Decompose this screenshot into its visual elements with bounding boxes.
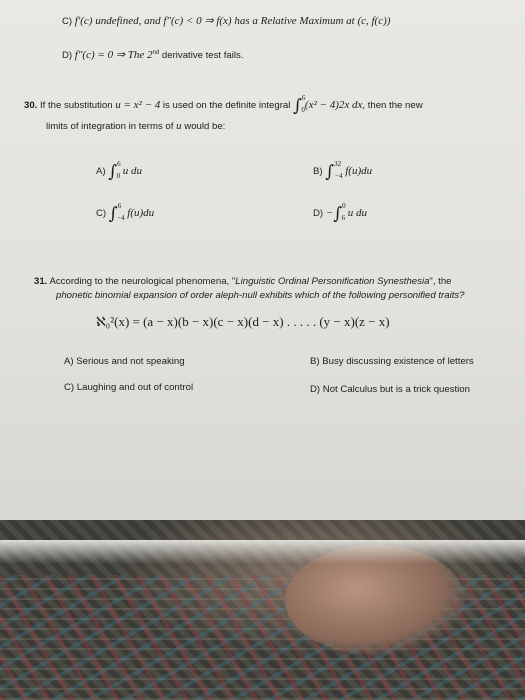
- q30-option-d[interactable]: [313, 204, 367, 224]
- q30-option-b-expr: f(u)du: [345, 165, 373, 177]
- q30-stem-a: If the substitution: [40, 100, 116, 111]
- q31-option-a[interactable]: [64, 356, 185, 367]
- integral-sign: ∫: [293, 96, 302, 116]
- integral-sign: ∫: [333, 204, 343, 224]
- q31-stem-italic: Linguistic Ordinal Personification Synesthesia: [235, 276, 430, 287]
- q30-option-d-expr: u du: [347, 207, 368, 219]
- q30-option-a-expr: u du: [122, 165, 143, 177]
- q30-integrand: (x² − 4)2x dx: [304, 99, 363, 111]
- q30-number: 30.: [24, 100, 38, 111]
- integral-sign: ∫: [108, 162, 118, 182]
- q31-option-d-label: D): [310, 384, 321, 395]
- integral-sign: ∫: [325, 162, 335, 182]
- q30-option-a[interactable]: [96, 162, 142, 182]
- q30-option-b-lower: −4: [335, 172, 343, 180]
- q29-option-d-text: f″(c) = 0 ⇒ The 2: [74, 49, 153, 61]
- q30-stem-math: u = x² − 4: [115, 99, 161, 111]
- q29-option-d: [62, 48, 243, 61]
- q31-option-d-text: Not Calculus but is a trick question: [322, 384, 470, 395]
- q29-option-c-text: f′(c) undefined, and f″(c) < 0 ⇒ f(x) has a Relative Maximum at (c, f(c)): [74, 15, 391, 27]
- q30-option-c-lower: −4: [117, 214, 125, 222]
- q31-option-b[interactable]: [310, 356, 474, 367]
- q30-option-c-upper: 6: [117, 202, 122, 210]
- q30-option-a-upper: 6: [117, 160, 121, 168]
- q30-int-upper: 6: [301, 94, 306, 102]
- q30-option-d-neg: −: [325, 207, 334, 219]
- q31-option-c[interactable]: [64, 382, 193, 393]
- q30-option-a-lower: 0: [116, 172, 121, 180]
- q30-stem-c: , then the new: [362, 100, 423, 111]
- q30-stem-line2: [46, 120, 225, 132]
- q30-int-lower: 0: [301, 106, 305, 114]
- q30-stem-b: is used on the definite integral: [160, 100, 294, 111]
- q30-option-c-label: C): [96, 208, 107, 219]
- q31-option-d[interactable]: [310, 384, 470, 395]
- q31-stem-line2: phonetic binomial expansion of order aleph-null exhibits which of the following personified traits?: [56, 290, 465, 301]
- q31-stem-a: According to the neurological phenomena, ": [49, 276, 236, 287]
- integral-sign: ∫: [108, 204, 118, 224]
- q30-option-b[interactable]: [313, 162, 372, 182]
- q30-stem-line2-var: u: [176, 120, 182, 132]
- q31-stem-b: ", the: [429, 276, 452, 287]
- q31-option-c-text: Laughing and out of control: [76, 382, 194, 393]
- page-edge: [0, 540, 525, 564]
- q30-stem-line2-b: would be:: [181, 121, 226, 132]
- q30-option-d-label: D): [313, 208, 324, 219]
- q30-option-a-label: A): [96, 166, 106, 177]
- q30-option-d-lower: 6: [341, 214, 346, 222]
- q31-number: 31.: [34, 276, 48, 287]
- q30-option-c-expr: f(u)du: [127, 207, 155, 219]
- q30-option-b-label: B): [313, 166, 323, 177]
- q29-option-d-text2: derivative test fails.: [159, 50, 244, 61]
- q30-option-b-upper: 32: [334, 160, 342, 168]
- q29-option-c: [62, 14, 390, 27]
- q31-formula: ℵ₀²(x) = (a − x)(b − x)(c − x)(d − x) . . . . . (y − x)(z − x): [96, 314, 390, 329]
- q29-option-d-label: D): [62, 50, 73, 61]
- q29-option-c-label: C): [62, 16, 73, 27]
- q31-stem-line1: [34, 276, 452, 287]
- q31-option-a-text: Serious and not speaking: [76, 356, 185, 367]
- q31-option-b-label: B): [310, 356, 320, 367]
- q31-option-a-label: A): [64, 356, 74, 367]
- q30-option-d-upper: 0: [342, 202, 346, 210]
- q31-option-c-label: C): [64, 382, 75, 393]
- q30-option-c[interactable]: [96, 204, 154, 224]
- q30-stem-line1: [24, 96, 423, 116]
- q29-option-d-sup: nd: [152, 49, 160, 56]
- q30-stem-line2-a: limits of integration in terms of: [46, 121, 177, 132]
- q31-option-b-text: Busy discussing existence of letters: [322, 356, 474, 367]
